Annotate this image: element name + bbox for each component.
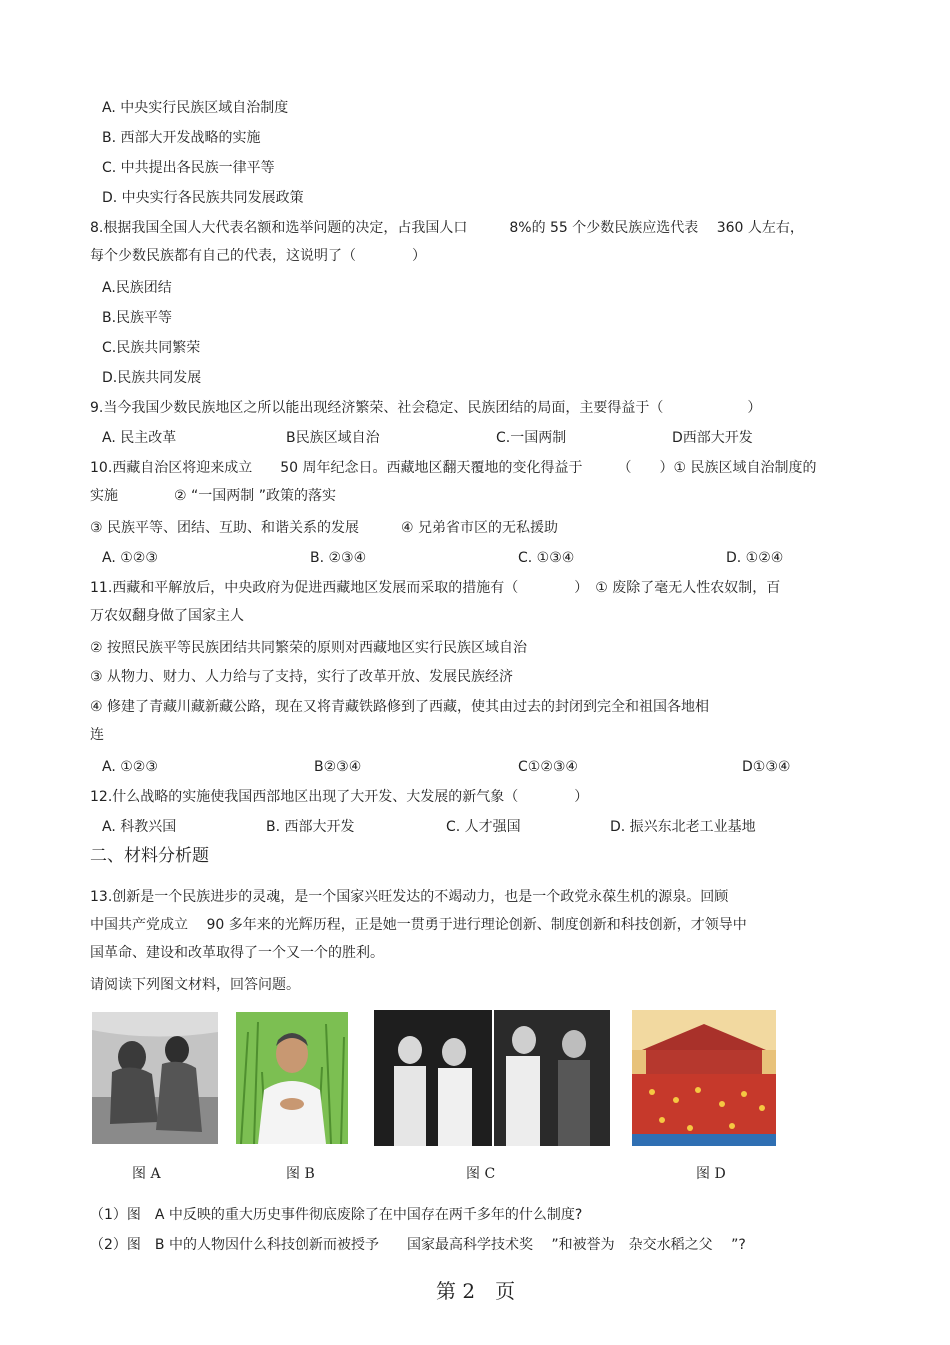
q11-option-a: A. ①②③ [102,759,158,775]
q11-option-d: D①③④ [742,759,791,775]
q8-stem-line2: 每个少数民族都有自己的代表，这说明了（ ） [90,248,426,264]
q9-stem: 9.当今我国少数民族地区之所以能出现经济繁荣、社会稳定、民族团结的局面，主要得益于（ ） [90,400,762,416]
q13-stem-line1: 13.创新是一个民族进步的灵魂，是一个国家兴旺发达的不竭动力，也是一个政党永葆生机的源泉。回顾 [90,889,729,905]
figure-d-image [632,1010,776,1146]
q10-stem-line1: 10.西藏自治区将迎来成立 50 周年纪念日。西藏地区翻天覆地的变化得益于 （ ）① 民族区域自治制度的 [90,460,817,476]
figure-a-image [92,1012,218,1144]
figure-a-caption: 图 A [132,1166,161,1182]
q11-option-b: B②③④ [314,759,362,775]
q8-stem-line1: 8.根据我国全国人大代表名额和选举问题的决定，占我国人口 8%的 55 个少数民族应选代表 360 人左右， [90,220,804,236]
q11-stem-line1: 11.西藏和平解放后，中央政府为促进西藏地区发展而采取的措施有（ ） ① 废除了毫无人性农奴制，百 [90,580,781,596]
q13-stem-line3: 国革命、建设和改革取得了一个又一个的胜利。 [90,945,384,961]
figure-b-image [236,1012,348,1144]
q13-subquestion-1: （1）图 A 中反映的重大历史事件彻底废除了在中国存在两千多年的什么制度? [90,1207,583,1223]
q13-instruction: 请阅读下列图文材料，回答问题。 [90,977,300,993]
q10-option-b: B. ②③④ [310,550,367,566]
q7-option-b: B. 西部大开发战略的实施 [102,130,261,146]
figure-c-image [374,1010,610,1146]
q10-option-d: D. ①②④ [726,550,784,566]
q12-stem: 12.什么战略的实施使我国西部地区出现了大开发、大发展的新气象（ ） [90,789,589,805]
q12-option-d: D. 振兴东北老工业基地 [610,819,756,835]
q9-option-d: D西部大开发 [672,430,753,446]
q11-stem-line6: 连 [90,727,104,743]
figure-d-caption: 图 D [696,1166,726,1182]
q8-option-d: D.民族共同发展 [102,370,202,386]
q11-stem-line4: ③ 从物力、财力、人力给与了支持，实行了改革开放、发展民族经济 [90,669,513,685]
q12-option-c: C. 人才强国 [446,819,521,835]
q10-option-c: C. ①③④ [518,550,575,566]
q13-stem-line2: 中国共产党成立 90 多年来的光辉历程，正是她一贯勇于进行理论创新、制度创新和科技创新，才领导中 [90,917,747,933]
page-number: 第 2 页 [436,1279,516,1303]
q7-option-d: D. 中央实行各民族共同发展政策 [102,190,304,206]
q8-option-b: B.民族平等 [102,310,173,326]
q11-option-c: C①②③④ [518,759,578,775]
q11-stem-line2: 万农奴翻身做了国家主人 [90,608,244,624]
q12-option-a: A. 科教兴国 [102,819,177,835]
q12-option-b: B. 西部大开发 [266,819,355,835]
q7-option-a: A. 中央实行民族区域自治制度 [102,100,289,116]
q11-stem-line5: ④ 修建了青藏川藏新藏公路，现在又将青藏铁路修到了西藏，使其由过去的封闭到完全和祖国各地相 [90,699,709,715]
q8-option-a: A.民族团结 [102,280,172,296]
q10-option-a: A. ①②③ [102,550,158,566]
q9-option-c: C.一国两制 [496,430,567,446]
q10-stem-line3: ③ 民族平等、团结、互助、和谐关系的发展 ④ 兄弟省市区的无私援助 [90,520,559,536]
q9-option-a: A. 民主改革 [102,430,177,446]
q8-option-c: C.民族共同繁荣 [102,340,201,356]
q13-subquestion-2: （2）图 B 中的人物因什么科技创新而被授予 国家最高科学技术奖 ”和被誉为 杂交水稻之父 ”? [90,1237,746,1253]
figure-b-caption: 图 B [286,1166,315,1182]
q11-stem-line3: ② 按照民族平等民族团结共同繁荣的原则对西藏地区实行民族区域自治 [90,640,527,656]
q7-option-c: C. 中共提出各民族一律平等 [102,160,275,176]
figure-c-caption: 图 C [466,1166,496,1182]
q10-stem-line2: 实施 ② “一国两制 ”政策的落实 [90,488,336,504]
q9-option-b: B民族区域自治 [286,430,380,446]
section-heading: 二、材料分析题 [90,846,209,866]
